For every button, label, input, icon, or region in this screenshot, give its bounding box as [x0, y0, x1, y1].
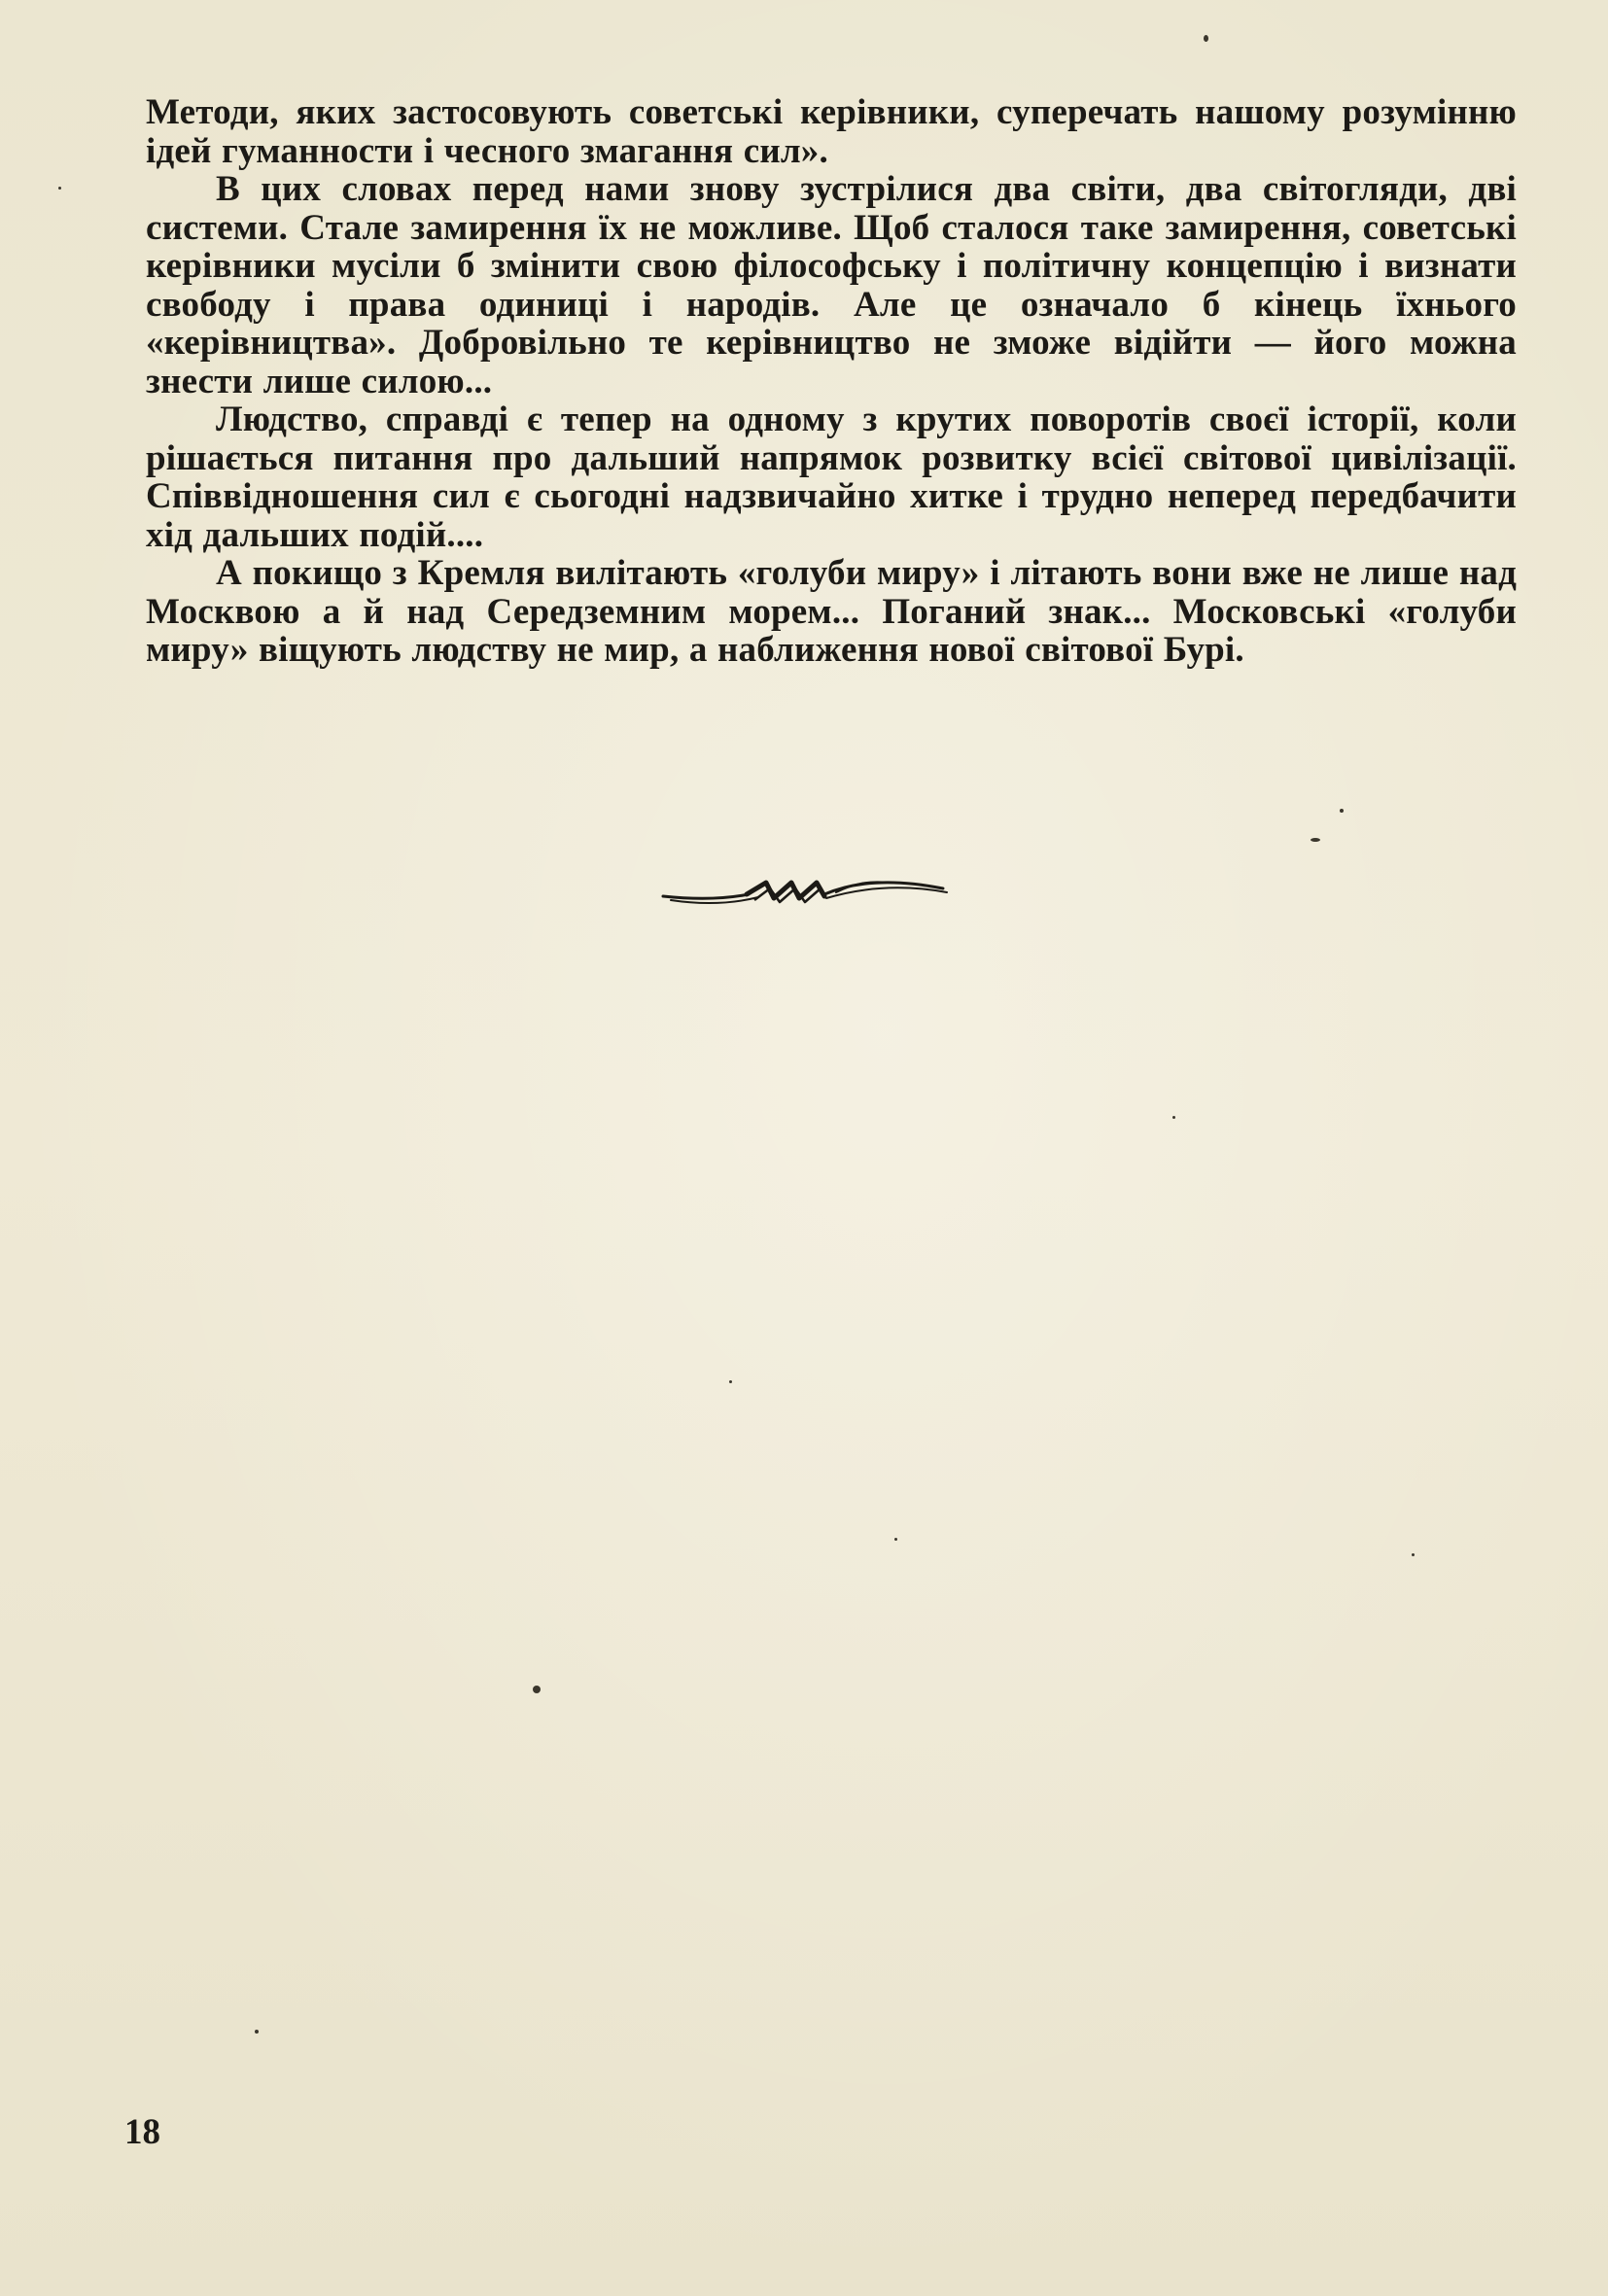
- paper-speck: [894, 1538, 897, 1541]
- paper-speck: [1311, 838, 1320, 842]
- paper-speck: [729, 1380, 732, 1383]
- paper-speck: [1172, 1116, 1175, 1119]
- paper-speck: [255, 2030, 259, 2034]
- paragraph-3: Людство, справді є тепер на одному з крутих поворотів своєї історії, коли рішається питання про дальший напрямок розвитку всієї світової цивілізації. Співвідношення сил є сьогодні надзвичайно хитке і трудно неперед передбачити хід дальших подій....: [146, 400, 1517, 555]
- paper-speck: [533, 1686, 541, 1693]
- paragraph-1: Методи, яких застосовують советські керівники, суперечать нашому розумінню ідей гуманности і чесного змагання сил».: [146, 92, 1517, 171]
- paper-speck: [1340, 809, 1344, 813]
- paper-speck: [58, 187, 61, 190]
- paragraph-4: А покищо з Кремля вилітають «голуби миру» і літають вони вже не лише над Москвою а й над Середземним морем... Поганий знак... Московські «голуби миру» віщують людству не мир, а наближення нової світової Бурі.: [146, 553, 1517, 670]
- flourish-ornament-icon: [661, 871, 949, 914]
- body-text: [146, 93, 1517, 670]
- paper-speck: [1412, 1553, 1415, 1556]
- page-number: 18: [124, 2112, 160, 2152]
- paragraph-2: В цих словах перед нами знову зустрілися два світи, два світогляди, дві системи. Стале замирення їх не можливе. Щоб сталося таке замирення, советські керівники мусіли б змінити свою філософську і політичну концепцію і визнати свободу і права одиниці і народів. Але це означало б кінець їхнього «керівництва». Добровільно те керівництво не зможе відійти — його можна знести лише силою...: [146, 169, 1517, 401]
- paper-speck: [1204, 35, 1208, 42]
